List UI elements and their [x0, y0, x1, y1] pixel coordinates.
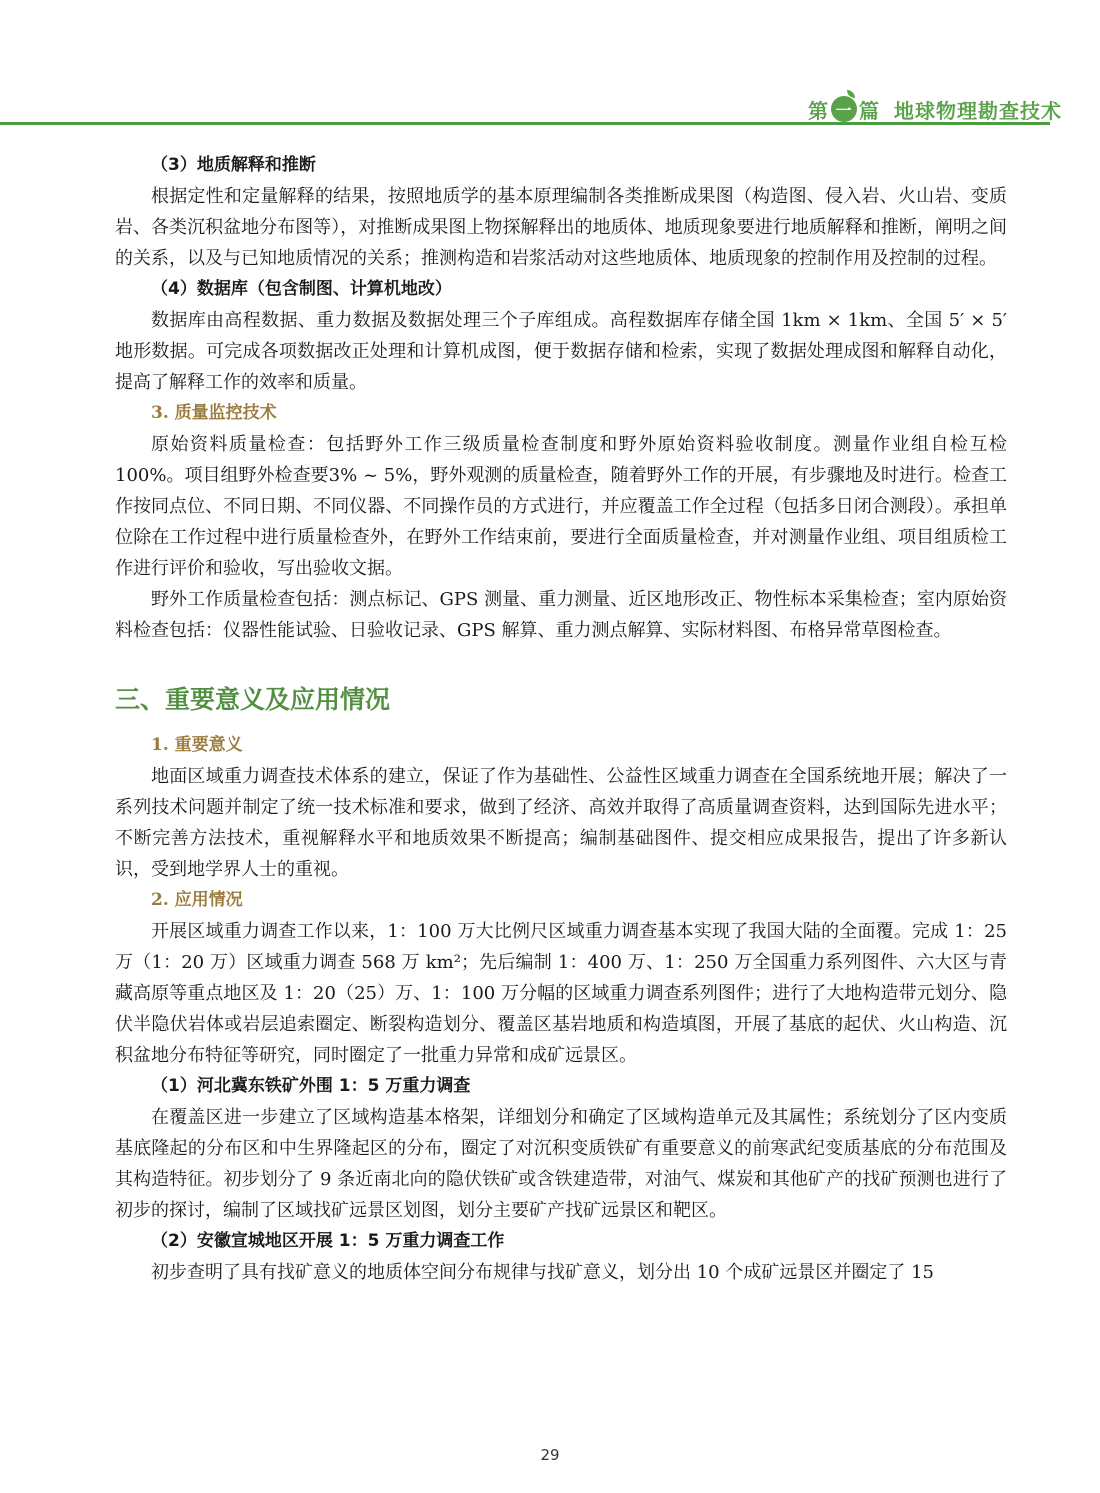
- paragraph: 初步查明了具有找矿意义的地质体空间分布规律与找矿意义，划分出 10 个成矿远景区并圈定了 15: [151, 1262, 934, 1283]
- subheading-hebei-survey: （1）河北冀东铁矿外围 1：5 万重力调查: [151, 1076, 471, 1096]
- leaf-icon: [831, 96, 857, 122]
- paragraph: 开展区域重力调查工作以来，1：100 万大比例尺区域重力调查基本实现了我国大陆的全面覆。完成 1：25 万（1：20 万）区域重力调查 568 万 km²；先后编制 1：400 万、1：250 万全国重力系列图件、六大区与青藏高原等重点地区及 1：20（25）万、1：100 万分幅的区域重力调查系列图件；进行了大地构造带元划分、隐伏半隐伏岩体或岩层追索圈定、断裂构造划分、覆盖区基岩地质和构造填图，开展了基底的起伏、火山构造、沉积盆地分布特征等研究，同时圈定了一批重力异常和成矿远景区。: [115, 921, 1007, 1066]
- part-prefix: 第: [808, 98, 829, 123]
- paragraph: 根据定性和定量解释的结果，按照地质学的基本原理编制各类推断成果图（构造图、侵入岩、火山岩、变质岩、各类沉积盆地分布图等），对推断成果图上物探解释出的地质体、地质现象要进行地质解释和推断，阐明之间的关系，以及与已知地质情况的关系；推测构造和岩浆活动对这些地质体、地质现象的控制作用及控制的过程。: [115, 186, 1007, 269]
- page-body: [115, 150, 1007, 1288]
- header-divider: [0, 122, 1050, 125]
- heading-significance: 1. 重要意义: [151, 735, 243, 755]
- page-header: [0, 0, 1100, 130]
- paragraph: 地面区域重力调查技术体系的建立，保证了作为基础性、公益性区域重力调查在全国系统地开展；解决了一系列技术问题并制定了统一技术标准和要求，做到了经济、高效并取得了高质量调查资料，达到国际先进水平；不断完善方法技术，重视解释水平和地质效果不断提高；编制基础图件、提交相应成果报告，提出了许多新认识，受到地学界人士的重视。: [115, 766, 1007, 880]
- chapter-title: [808, 92, 1062, 126]
- heading-applications: 2. 应用情况: [151, 890, 243, 910]
- subheading-geological-interpretation: （3）地质解释和推断: [151, 155, 316, 175]
- paragraph: 原始资料质量检查：包括野外工作三级质量检查制度和野外原始资料验收制度。测量作业组自检互检100%。项目组野外检查要3% ~ 5%，野外观测的质量检查，随着野外工作的开展，有步骤地及时进行。检查工作按同点位、不同日期、不同仪器、不同操作员的方式进行，并应覆盖工作全过程（包括多日闭合测段）。承担单位除在工作过程中进行质量检查外，在野外工作结束前，要进行全面质量检查，并对测量作业组、项目组质检工作进行评价和验收，写出验收文据。: [115, 434, 1007, 579]
- part-title: 地球物理勘查技术: [894, 98, 1062, 123]
- subheading-anhui-survey: （2）安徽宣城地区开展 1：5 万重力调查工作: [151, 1231, 505, 1251]
- section-heading: 三、重要意义及应用情况: [115, 685, 391, 714]
- page-number: 29: [540, 1446, 560, 1464]
- paragraph: 数据库由高程数据、重力数据及数据处理三个子库组成。高程数据库存储全国 1km × 1km、全国 5′ × 5′ 地形数据。可完成各项数据改正处理和计算机成图，便于数据存储和检索，实现了数据处理成图和解释自动化，提高了解释工作的效率和质量。: [115, 310, 1007, 393]
- heading-quality-control: 3. 质量监控技术: [151, 403, 277, 423]
- paragraph: 野外工作质量检查包括：测点标记、GPS 测量、重力测量、近区地形改正、物性标本采集检查；室内原始资料检查包括：仪器性能试验、日验收记录、GPS 解算、重力测点解算、实际材料图、布格异常草图检查。: [115, 589, 1007, 641]
- subheading-database: （4）数据库（包含制图、计算机地改）: [151, 279, 452, 299]
- part-suffix: 篇: [859, 98, 880, 123]
- paragraph: 在覆盖区进一步建立了区域构造基本格架，详细划分和确定了区域构造单元及其属性；系统划分了区内变质基底隆起的分布区和中生界隆起区的分布，圈定了对沉积变质铁矿有重要意义的前寒武纪变质基底的分布范围及其构造特征。初步划分了 9 条近南北向的隐伏铁矿或含铁建造带，对油气、煤炭和其他矿产的找矿预测也进行了初步的探讨，编制了区域找矿远景区划图，划分主要矿产找矿远景区和靶区。: [115, 1107, 1007, 1221]
- part-number: 一: [835, 100, 853, 120]
